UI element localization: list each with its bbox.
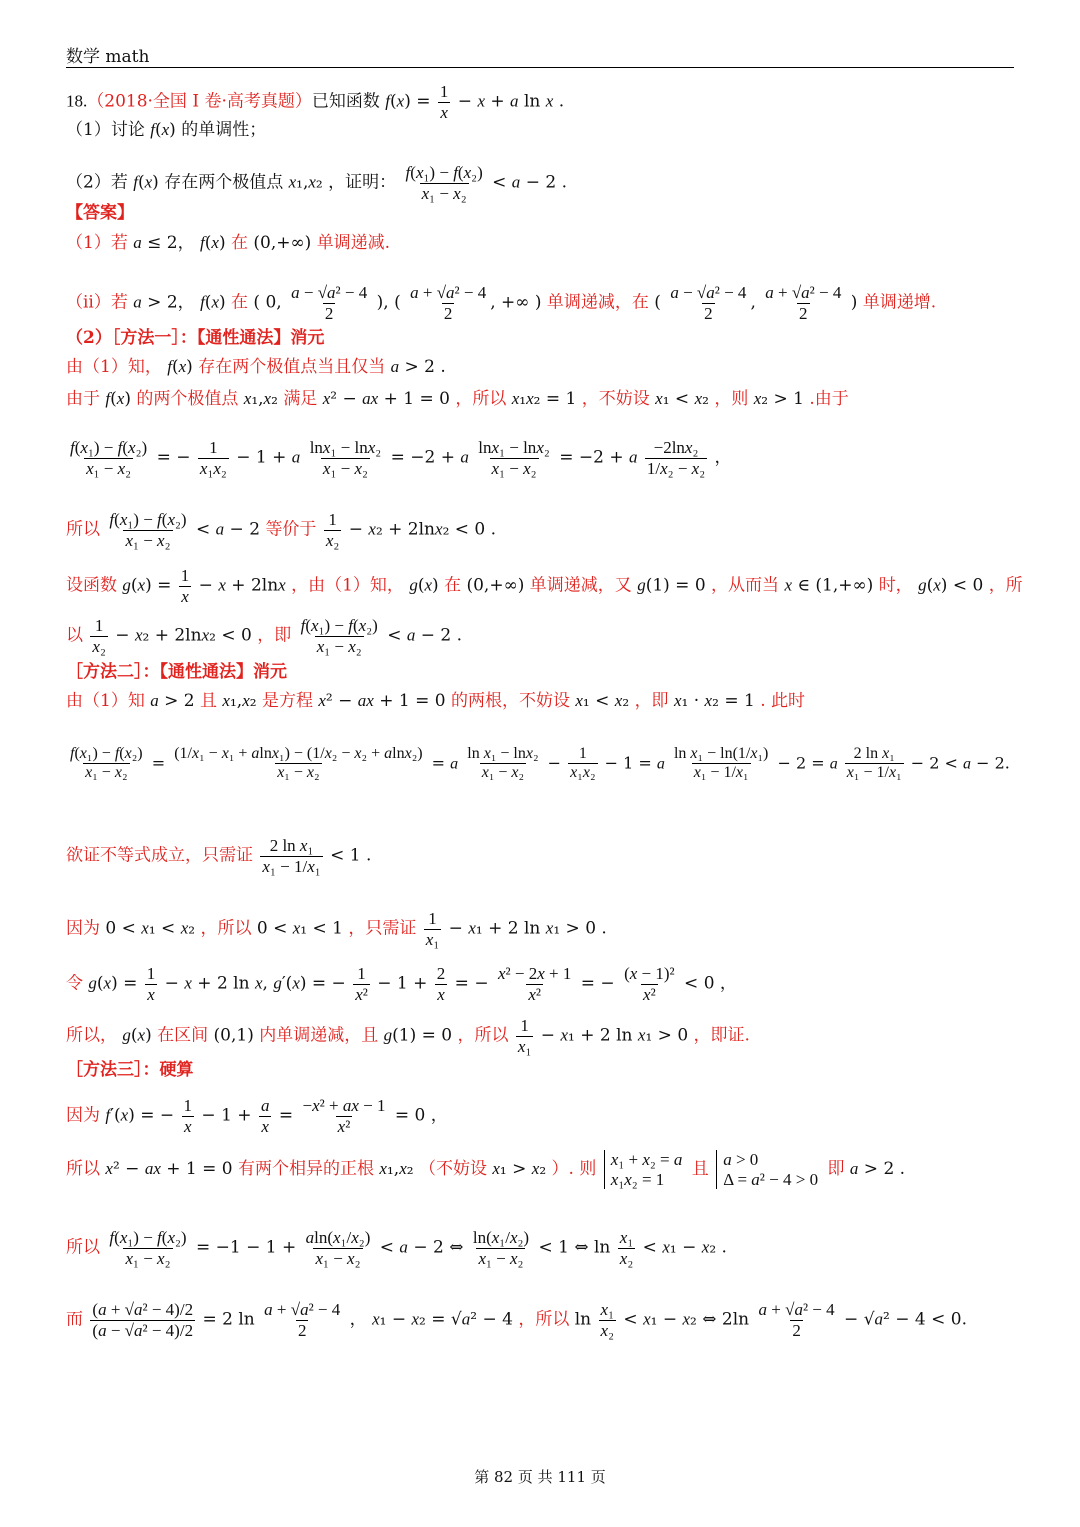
answer-1-ii: （ii）若 a > 2， f(x) 在 ( 0, $\frac{\text{a − √a² − 4}}{2}$ ), ( $\frac{\text{a + √a² − 4}}{2}$ , +∞ ) 单调递减，在 ( $\frac{\text{a − √a² − 4}}{2}$ , $\frac{\text{a + √a² − 4}}{2}$ ) 单调递增.	[66, 283, 937, 323]
method-2-heading: ［方法二］：【通性通法】消元	[66, 662, 287, 682]
method-1-line-5: 设函数 g(x) = $\frac{1}{x}$ − x + 2lnx ，由（1）知， g(x) 在 (0,+∞) 单调递减，又 g(1) = 0 ，从而当 x ∈ (1,+∞) 时， g(x) < 0 ，所	[66, 566, 1023, 606]
method-1-line-2: 由于 f(x) 的两个极值点 x₁,x₂ 满足 x² − ax + 1 = 0 ，所以 x₁x₂ = 1 ，不妨设 x₁ < x₂ ，则 x₂ > 1 .由于	[66, 389, 849, 409]
method-3-heading: ［方法三］：硬算	[66, 1060, 194, 1080]
method-2-line-1: 由（1）知 a > 2 且 x₁,x₂ 是方程 x² − ax + 1 = 0 的两根，不妨设 x₁ < x₂ ，即 x₁ · x₂ = 1 . 此时	[66, 691, 805, 711]
question-part-2: （2）若 f(x) 存在两个极值点 x₁,x₂ ，证明： $\frac{\text{f(x₁) − f(x₂)}}{\text{x₁ − x₂}}$ < a − 2 .	[66, 163, 567, 203]
answer-1-i: （1）若 a ≤ 2， f(x) 在 (0,+∞) 单调递减.	[66, 233, 391, 253]
method-1-line-3: $\frac{\text{f(x₁) − f(x₂)}}{\text{x₁ − x₂}}$ = − $\frac{1}{\text{x₁x₂}}$ − 1 + a $\frac{\text{lnx₁ − lnx₂}}{\text{x₁ − x₂}}$ = −2 + a $\frac{\text{lnx₁ − lnx₂}}{\text{x₁ − x₂}}$ = −2 + a $\frac{\text{−2lnx₂}}{\text{1/x₂ − x₂}}$ ，	[70, 438, 732, 478]
page-footer: 第 82 页 共 111 页	[474, 1468, 606, 1486]
method-2-line-5: 令 g(x) = $\frac{1}{x}$ − x + 2 ln x, g′(x) = − $\frac{1}{\text{x²}}$ − 1 + $\frac{2}{x}$ = − $\frac{\text{x² − 2x + 1}}{\text{x²}}$ = − $\frac{\text{(x − 1)²}}{\text{x²}}$ < 0 ，	[66, 964, 737, 1004]
method-2-line-2: $\frac{\text{f(x₁) − f(x₂)}}{\text{x₁ − x₂}}$ = $\frac{\text{(1/x₁ − x₁ + alnx₁) − (1/x₂ − x₂ + alnx₂)}}{\text{x₁ − x₂}}$ = a $\frac{\text{ln x₁ − lnx₂}}{\text{x₁ − x₂}}$ − $\frac{1}{\text{x₁x₂}}$ − 1 = a $\frac{\text{ln x₁ − ln(1/x₁)}}{\text{x₁ − 1/x₁}}$ − 2 = a $\frac{\text{2 ln x₁}}{\text{x₁ − 1/x₁}}$ − 2 < a − 2.	[70, 745, 1010, 782]
header-rule	[66, 67, 1014, 68]
page-header-title: 数学 math	[66, 47, 150, 67]
method-1-heading: （2）［方法一］：【通性通法】消元	[66, 328, 325, 348]
method-3-line-3: 所以 $\frac{\text{f(x₁) − f(x₂)}}{\text{x₁ − x₂}}$ = −1 − 1 + $\frac{\text{aln(x₁/x₂)}}{\text{x₁ − x₂}}$ < a − 2 ⇔ $\frac{\text{ln(x₁/x₂)}}{\text{x₁ − x₂}}$ < 1 ⇔ ln $\frac{\text{x₁}}{\text{x₂}}$ < x₁ − x₂ .	[66, 1228, 727, 1268]
question-part-1: （1）讨论 f(x) 的单调性；	[66, 120, 267, 140]
method-3-line-1: 因为 f′(x) = − $\frac{1}{x}$ − 1 + $\frac{a}{x}$ = $\frac{\text{−x² + ax − 1}}{\text{x²}}$ = 0 ，	[66, 1096, 448, 1136]
method-1-line-1: 由（1）知， f(x) 存在两个极值点当且仅当 a > 2 .	[66, 357, 446, 377]
question-title: 18.（2018·全国 I 卷·高考真题）已知函数 f(x) = $\frac{1}{x}$ − x + a ln x .	[66, 82, 565, 122]
method-1-line-4: 所以 $\frac{\text{f(x₁) − f(x₂)}}{\text{x₁ − x₂}}$ < a − 2 等价于 $\frac{1}{\text{x₂}}$ − x₂ + 2lnx₂ < 0 .	[66, 510, 497, 550]
method-2-line-6: 所以， g(x) 在区间 (0,1) 内单调递减，且 g(1) = 0 ，所以 $\frac{1}{\text{x₁}}$ − x₁ + 2 ln x₁ > 0 ，即证.	[66, 1016, 750, 1056]
method-1-line-6: 以 $\frac{1}{\text{x₂}}$ − x₂ + 2lnx₂ < 0 ，即 $\frac{\text{f(x₁) − f(x₂)}}{\text{x₁ − x₂}}$ < a − 2 .	[66, 616, 463, 656]
method-2-line-4: 因为 0 < x₁ < x₂ ，所以 0 < x₁ < 1 ，只需证 $\frac{1}{\text{x₁}}$ − x₁ + 2 ln x₁ > 0 .	[66, 909, 607, 949]
method-3-line-4: 而 $\frac{\text{(a + √a² − 4)/2}}{\text{(a − √a² − 4)/2}}$ = 2 ln $\frac{\text{a + √a² − 4}}{2}$ ， x₁ − x₂ = √a² − 4 ，所以 ln $\frac{\text{x₁}}{\text{x₂}}$ < x₁ − x₂ ⇔ 2ln $\frac{\text{a + √a² − 4}}{2}$ − √a² − 4 < 0.	[66, 1300, 967, 1340]
method-3-line-2: 所以 x² − ax + 1 = 0 有两个相异的正根 x₁,x₂ （不妨设 x₁ > x₂ ）. 则 x₁ + x₂ = a x₁x₂ = 1 且 a > 0 Δ = a² − 4 > 0 即 a > 2 .	[66, 1150, 906, 1189]
method-2-line-3: 欲证不等式成立，只需证 $\frac{\text{2 ln x₁}}{\text{x₁ − 1/x₁}}$ < 1 .	[66, 836, 372, 876]
answer-heading: 【答案】	[66, 203, 134, 223]
